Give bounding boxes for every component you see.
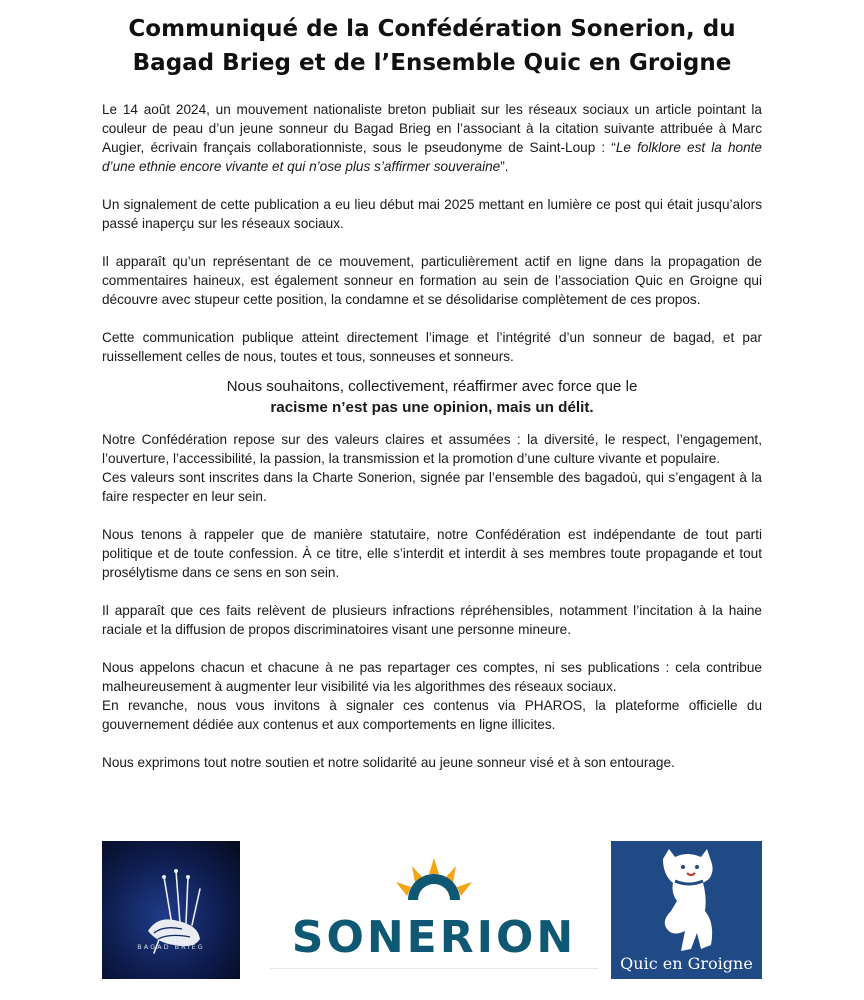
bagad-brieg-logo [102, 841, 240, 979]
title-line-2: Bagad Brieg et de l’Ensemble Quic en Groigne [132, 50, 732, 76]
highlight-statement [102, 376, 762, 418]
paragraph-8b: En revanche, nous vous invitons à signaler ces contenus via PHAROS, la plateforme officielle du gouvernement dédiée aux contenus et aux comportements en ligne illicites. [102, 698, 762, 732]
quote-text: Le folklore est la honte d’une ethnie encore vivante et qui n’ose plus s’affirmer souveraine [102, 140, 762, 174]
bagpipe-icon [102, 841, 240, 979]
paragraph-2: Un signalement de cette publication a eu lieu début mai 2025 mettant en lumière ce post qui était jusqu’alors passé inaperçu sur les réseaux sociaux. [102, 197, 762, 231]
quic-en-groigne-name: Quic en Groigne [620, 954, 753, 973]
paragraph-7: Il apparaît que ces faits relèvent de plusieurs infractions répréhensibles, notamment l’incitation à la haine raciale et la diffusion de propos discriminatoires visant une personne mineure. [102, 603, 762, 637]
highlight-line-1: Nous souhaitons, collectivement, réaffirmer avec force que le [226, 378, 638, 395]
sonerion-logo [290, 852, 578, 992]
paragraph-5b: Ces valeurs sont inscrites dans la Charte Sonerion, signée par l’ensemble des bagadoù, qui s’engagent à la faire respecter en leur sein. [102, 470, 762, 504]
title-line-1: Communiqué de la Confédération Sonerion, du [128, 16, 736, 42]
sun-icon [290, 852, 578, 912]
sonerion-name: SONERION [291, 912, 577, 963]
paragraph-5a: Notre Confédération repose sur des valeurs claires et assumées : la diversité, le respect, l’engagement, l’ouverture, l’accessibilité, la passion, la transmission et la promotion d’une culture vivante et populaire. [102, 432, 762, 466]
paragraph-3: Il apparaît qu’un représentant de ce mouvement, particulièrement actif en ligne dans la propagation de commentaires haineux, est également sonneur en formation au sein de l’association Quic en Groigne qui découvre avec stupeur cette position, la condamne et se désolidarise complètement de ces propos. [102, 254, 762, 307]
bagad-brieg-name: BAGAD BRIEG [137, 943, 205, 951]
paragraph-9: Nous exprimons tout notre soutien et notre solidarité au jeune sonneur visé et à son entourage. [102, 755, 675, 770]
paragraph-1 [102, 100, 762, 176]
highlight-line-2: racisme n’est pas une opinion, mais un délit. [270, 399, 594, 416]
paragraph-8a: Nous appelons chacun et chacune à ne pas repartager ces comptes, ni ses publications : cela contribue malheureusement à augmenter leur visibilité via les algorithmes des réseaux sociaux. [102, 660, 762, 694]
statement-body [102, 100, 762, 791]
paragraph-1-end: ”. [500, 159, 509, 174]
page-title [60, 12, 804, 80]
paragraph-1-text: Le 14 août 2024, un mouvement nationaliste breton publiait sur les réseaux sociaux un article pointant la couleur de peau d’un jeune sonneur du Bagad Brieg en l’associant à la citation suivante attribuée à Marc Augier, écrivain français collaborationniste, sous le pseudonyme de Saint-Loup : “ [102, 102, 762, 155]
paragraph-4: Cette communication publique atteint directement l’image et l’intégrité d’un sonneur de bagad, et par ruissellement celles de nous, toutes et tous, sonneuses et sonneurs. [102, 330, 762, 364]
divider [270, 968, 598, 969]
quic-en-groigne-logo [611, 841, 762, 979]
paragraph-6: Nous tenons à rappeler que de manière statutaire, notre Confédération est indépendante de tout parti politique et de toute confession. À ce titre, elle s’interdit et interdit à ses membres toute propagande et tout prosélytisme dans ce sens en son sein. [102, 527, 762, 580]
